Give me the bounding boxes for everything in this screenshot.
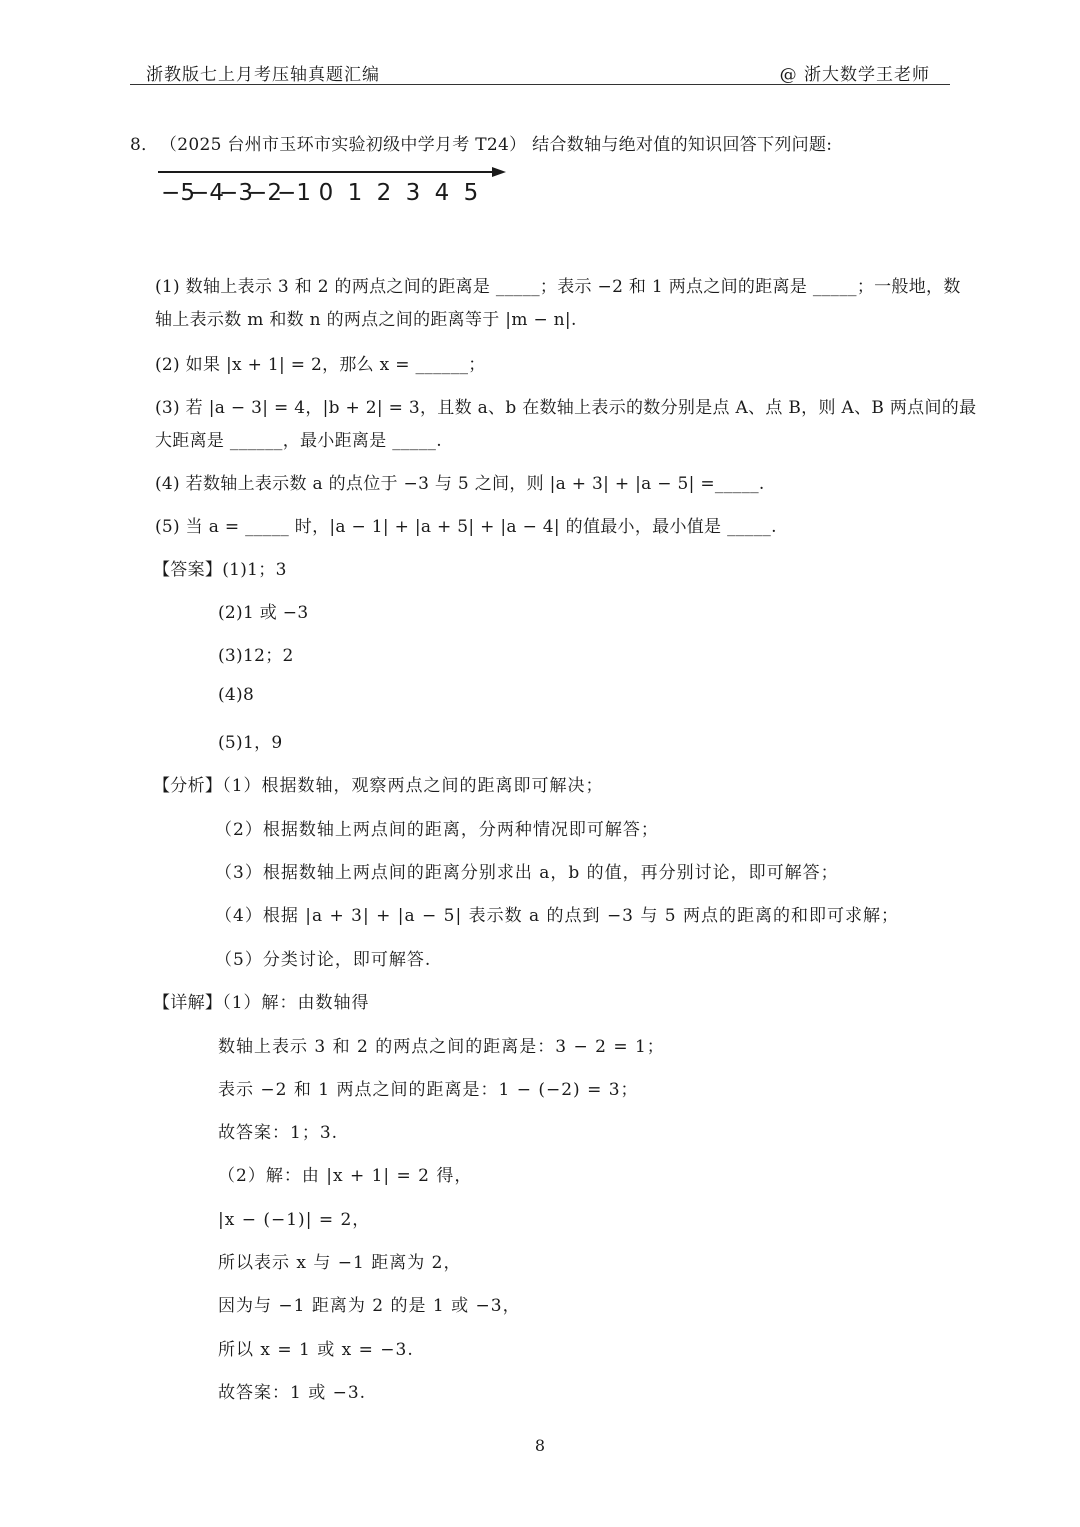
header-divider [130, 84, 950, 85]
tick-label: −5 [161, 180, 195, 206]
question-part-4: (4) 若数轴上表示数 a 的点位于 −3 与 5 之间，则 |a + 3| + |a − 5| =_____. [155, 474, 765, 494]
detail-step: 数轴上表示 3 和 2 的两点之间的距离是：3 − 2 = 1； [218, 1037, 665, 1057]
answer-item: (5)1，9 [218, 733, 283, 753]
analysis-label: 【分析】 [153, 776, 223, 796]
analysis-item: （3）根据数轴上两点间的距离分别求出 a，b 的值，再分别讨论，即可解答； [215, 863, 839, 883]
detail-label: 【详解】 [153, 993, 223, 1013]
tick-label: −2 [248, 180, 282, 206]
number-line [158, 160, 518, 208]
question-part-1-cont: 轴上表示数 m 和数 n 的两点之间的距离等于 |m − n|. [155, 310, 577, 330]
tick-label: 2 [376, 180, 392, 206]
answer-item: (3)12；2 [218, 646, 294, 666]
detail-step: 表示 −2 和 1 两点之间的距离是：1 − (−2) = 3； [218, 1080, 639, 1100]
detail-row-1 [153, 988, 370, 1013]
detail-step: （2）解：由 |x + 1| = 2 得， [218, 1166, 473, 1186]
question-number: 8． [130, 135, 159, 155]
question-part-3: (3) 若 |a − 3| = 4，|b + 2| = 3，且数 a、b 在数轴上表示的数分别是点 A、点 B，则 A、B 两点间的最 [155, 398, 977, 418]
detail-step: 因为与 −1 距离为 2 的是 1 或 −3， [218, 1296, 521, 1316]
tick-label: −4 [190, 180, 224, 206]
page-number: 8 [534, 1436, 546, 1455]
analysis-item: （5）分类讨论，即可解答. [215, 950, 432, 970]
answer-label: 【答案】 [153, 560, 223, 580]
analysis-row-1 [153, 771, 604, 796]
question-heading [130, 130, 832, 155]
detail-step: 故答案：1；3. [218, 1123, 339, 1143]
tick-label: −1 [277, 180, 311, 206]
tick-label: 4 [434, 180, 450, 206]
answer-item: (1)1；3 [222, 560, 287, 580]
detail-step: |x − (−1)| = 2， [218, 1210, 371, 1230]
detail-step: 所以表示 x 与 −1 距离为 2， [218, 1253, 462, 1273]
question-prompt: （2025 台州市玉环市实验初级中学月考 T24） 结合数轴与绝对值的知识回答下列问题: [168, 135, 833, 155]
question-part-1: (1) 数轴上表示 3 和 2 的两点之间的距离是 _____；表示 −2 和 1 两点之间的距离是 _____；一般地，数 [155, 277, 961, 297]
number-line-arrow [492, 167, 506, 177]
tick-label: 0 [318, 180, 334, 206]
detail-step: 所以 x = 1 或 x = −3. [218, 1340, 414, 1360]
detail-step: 故答案：1 或 −3. [218, 1383, 367, 1403]
answer-item: (4)8 [218, 685, 255, 705]
tick-label: 1 [347, 180, 363, 206]
tick-label: 3 [405, 180, 421, 206]
answer-row-1 [153, 555, 287, 580]
question-part-3-cont: 大距离是 ______，最小距离是 _____. [155, 431, 442, 451]
question-part-5: (5) 当 a = _____ 时，|a − 1| + |a + 5| + |a − 4| 的值最小，最小值是 _____. [155, 517, 777, 537]
answer-item: (2)1 或 −3 [218, 603, 309, 623]
tick-label: 5 [463, 180, 479, 206]
header-author: @ 浙大数学王老师 [779, 65, 930, 85]
question-part-2: (2) 如果 |x + 1| = 2，那么 x = ______； [155, 355, 486, 375]
analysis-item: （2）根据数轴上两点间的距离，分两种情况即可解答； [215, 820, 659, 840]
analysis-item: （1）根据数轴，观察两点之间的距离即可解决； [222, 776, 604, 796]
analysis-item: （4）根据 |a + 3| + |a − 5| 表示数 a 的点到 −3 与 5 两点的距离的和即可求解； [215, 906, 900, 926]
page-header [130, 60, 950, 84]
tick-label: −3 [219, 180, 253, 206]
detail-first: （1）解：由数轴得 [222, 993, 370, 1013]
header-title: 浙教版七上月考压轴真题汇编 [146, 65, 380, 85]
